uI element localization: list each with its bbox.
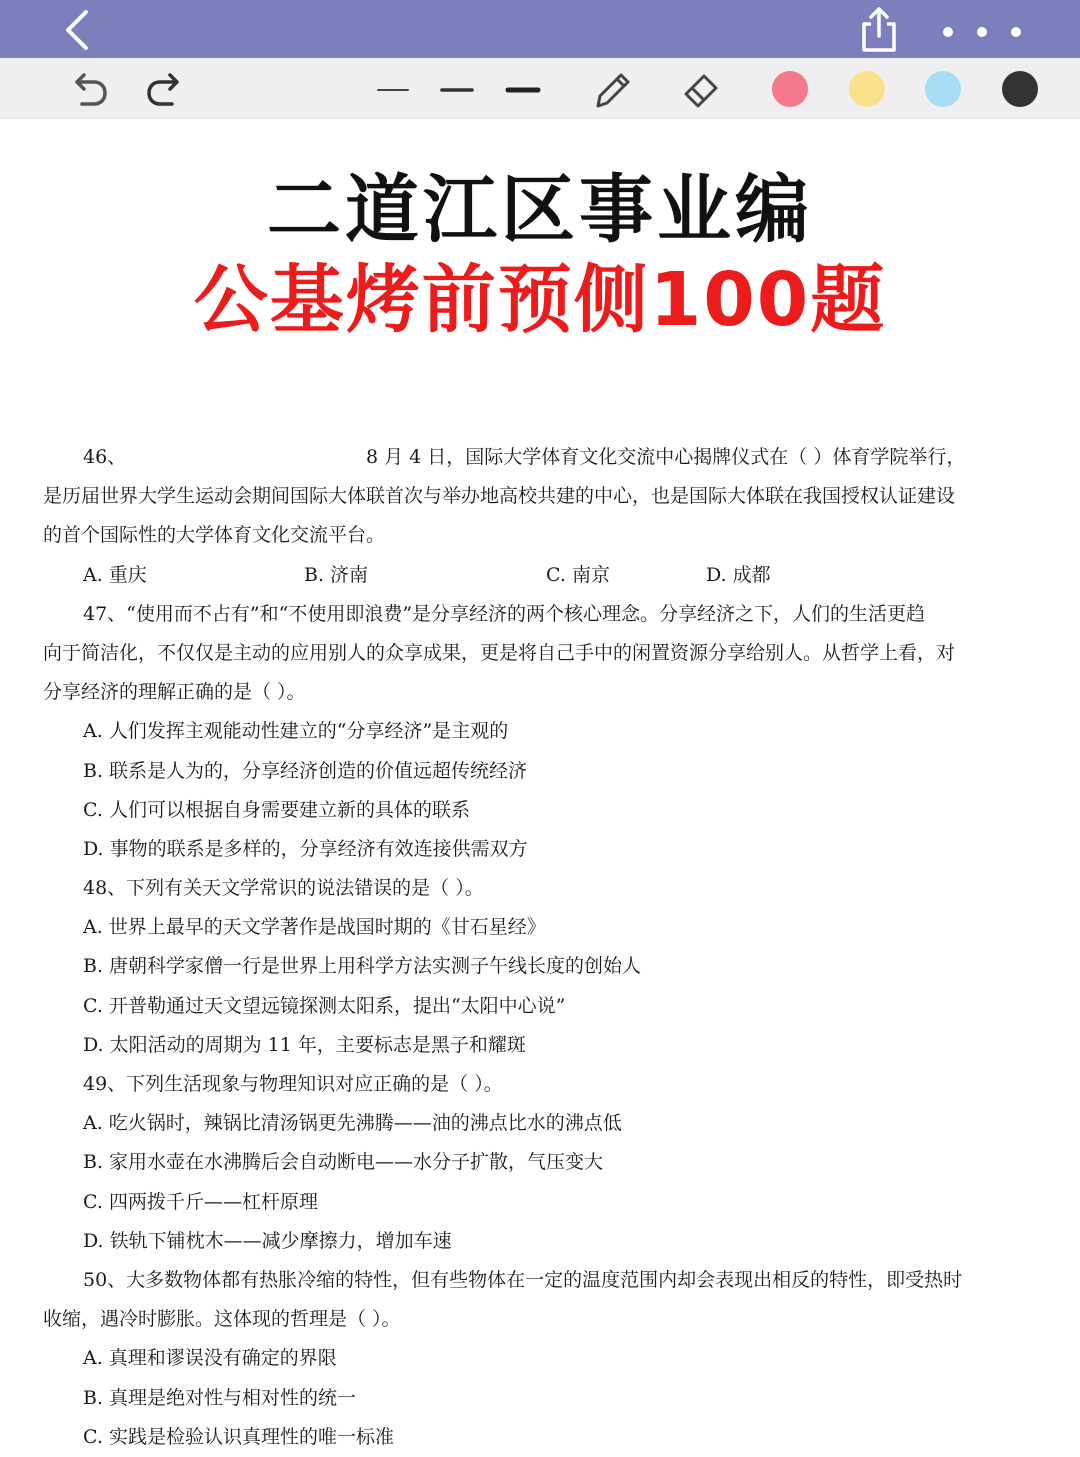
q49-option-c: C. 四两拨千斤——杠杆原理 — [83, 1190, 318, 1213]
pencil-icon — [590, 66, 636, 112]
eraser-icon — [678, 66, 724, 112]
color-swatch-blue[interactable] — [925, 71, 961, 107]
q48-option-c: C. 开普勒通过天文望远镜探测太阳系，提出“太阳中心说” — [83, 994, 566, 1017]
q49-option-b: B. 家用水壶在水沸腾后会自动断电——水分子扩散，气压变大 — [83, 1151, 604, 1174]
share-icon — [856, 4, 902, 54]
q48-option-b: B. 唐朝科学家僧一行是世界上用科学方法实测子午线长度的创始人 — [83, 955, 642, 978]
q46-line1: 8 月 4 日，国际大学体育文化交流中心揭牌仪式在（ ）体育学院举行， — [366, 446, 966, 468]
pencil-button[interactable] — [590, 66, 636, 112]
drawing-toolbar — [0, 58, 1080, 119]
thick-line-button[interactable] — [500, 66, 546, 112]
q49-line1: 49、下列生活现象与物理知识对应正确的是（ ）。 — [83, 1073, 503, 1095]
eraser-button[interactable] — [678, 66, 724, 112]
q50-option-b: B. 真理是绝对性与相对性的统一 — [83, 1386, 357, 1409]
q46-first-line — [43, 438, 1013, 477]
document-body — [43, 438, 1013, 1457]
medium-line-icon — [434, 66, 480, 112]
q47-line3: 分享经济的理解正确的是（ ）。 — [43, 681, 306, 704]
document-title: 二道江区事业编 — [267, 167, 813, 253]
q46-option-c: C. 南京 — [546, 563, 610, 586]
more-horizontal-icon — [934, 14, 1034, 48]
thin-line-button[interactable] — [370, 66, 416, 112]
color-swatch-yellow[interactable] — [849, 71, 885, 107]
q46-option-b: B. 济南 — [304, 563, 369, 586]
back-button[interactable] — [58, 8, 98, 52]
q46-number: 46、 — [83, 446, 127, 468]
undo-icon — [66, 66, 112, 112]
top-nav-bar — [0, 0, 1080, 58]
thin-line-icon — [370, 66, 416, 112]
q50-option-c: C. 实践是检验认识真理性的唯一标准 — [83, 1425, 394, 1448]
q46-line3: 的首个国际性的大学体育文化交流平台。 — [43, 524, 386, 547]
q47-option-d: D. 事物的联系是多样的，分享经济有效连接供需双方 — [83, 837, 528, 860]
q47-option-c: C. 人们可以根据自身需要建立新的具体的联系 — [83, 798, 470, 821]
q48-option-d: D. 太阳活动的周期为 11 年，主要标志是黑子和耀斑 — [83, 1033, 526, 1056]
q50-option-a: A. 真理和谬误没有确定的界限 — [83, 1347, 337, 1370]
q46-line2: 是历届世界大学生运动会期间国际大体联首次与举办地高校共建的中心，也是国际大体联在我国授权认证建设 — [43, 485, 956, 508]
q46-option-d: D. 成都 — [706, 563, 771, 586]
q47-line1: 47、“使用而不占有”和“不使用即浪费”是分享经济的两个核心理念。分享经济之下，人们的生活更趋 — [83, 602, 926, 625]
thick-line-icon — [500, 66, 546, 112]
document-subtitle: 公基烤前预侧100题 — [193, 257, 887, 343]
chevron-left-icon — [58, 8, 98, 52]
q47-option-a: A. 人们发挥主观能动性建立的“分享经济”是主观的 — [83, 720, 509, 743]
redo-button[interactable] — [142, 66, 188, 112]
q49-option-d: D. 铁轨下铺枕木——减少摩擦力，增加车速 — [83, 1229, 452, 1252]
q46-option-a: A. 重庆 — [83, 563, 147, 586]
undo-button[interactable] — [66, 66, 112, 112]
color-swatch-pink[interactable] — [772, 71, 808, 107]
redo-icon — [142, 66, 188, 112]
medium-line-button[interactable] — [434, 66, 480, 112]
q49-option-a: A. 吃火锅时，辣锅比清汤锅更先沸腾——油的沸点比水的沸点低 — [83, 1112, 622, 1135]
q48-line1: 48、下列有关天文学常识的说法错误的是（ ）。 — [83, 877, 484, 900]
q50-line2: 收缩，遇冷时膨胀。这体现的哲理是（ ）。 — [43, 1308, 401, 1331]
q48-option-a: A. 世界上最早的天文学著作是战国时期的《甘石星经》 — [83, 916, 546, 939]
q46-options — [43, 556, 1013, 595]
share-button[interactable] — [856, 4, 902, 54]
q50-line1: 50、大多数物体都有热胀冷缩的特性，但有些物体在一定的温度范围内却会表现出相反的特性，即受热时 — [83, 1268, 963, 1291]
q47-line2: 向于简洁化，不仅仅是主动的应用别人的众享成果，更是将自己手中的闲置资源分享给别人。从哲学上看，对 — [43, 641, 956, 664]
q47-option-b: B. 联系是人为的，分享经济创造的价值远超传统经济 — [83, 759, 528, 782]
more-button[interactable] — [934, 14, 1034, 48]
color-swatch-black[interactable] — [1002, 71, 1038, 107]
